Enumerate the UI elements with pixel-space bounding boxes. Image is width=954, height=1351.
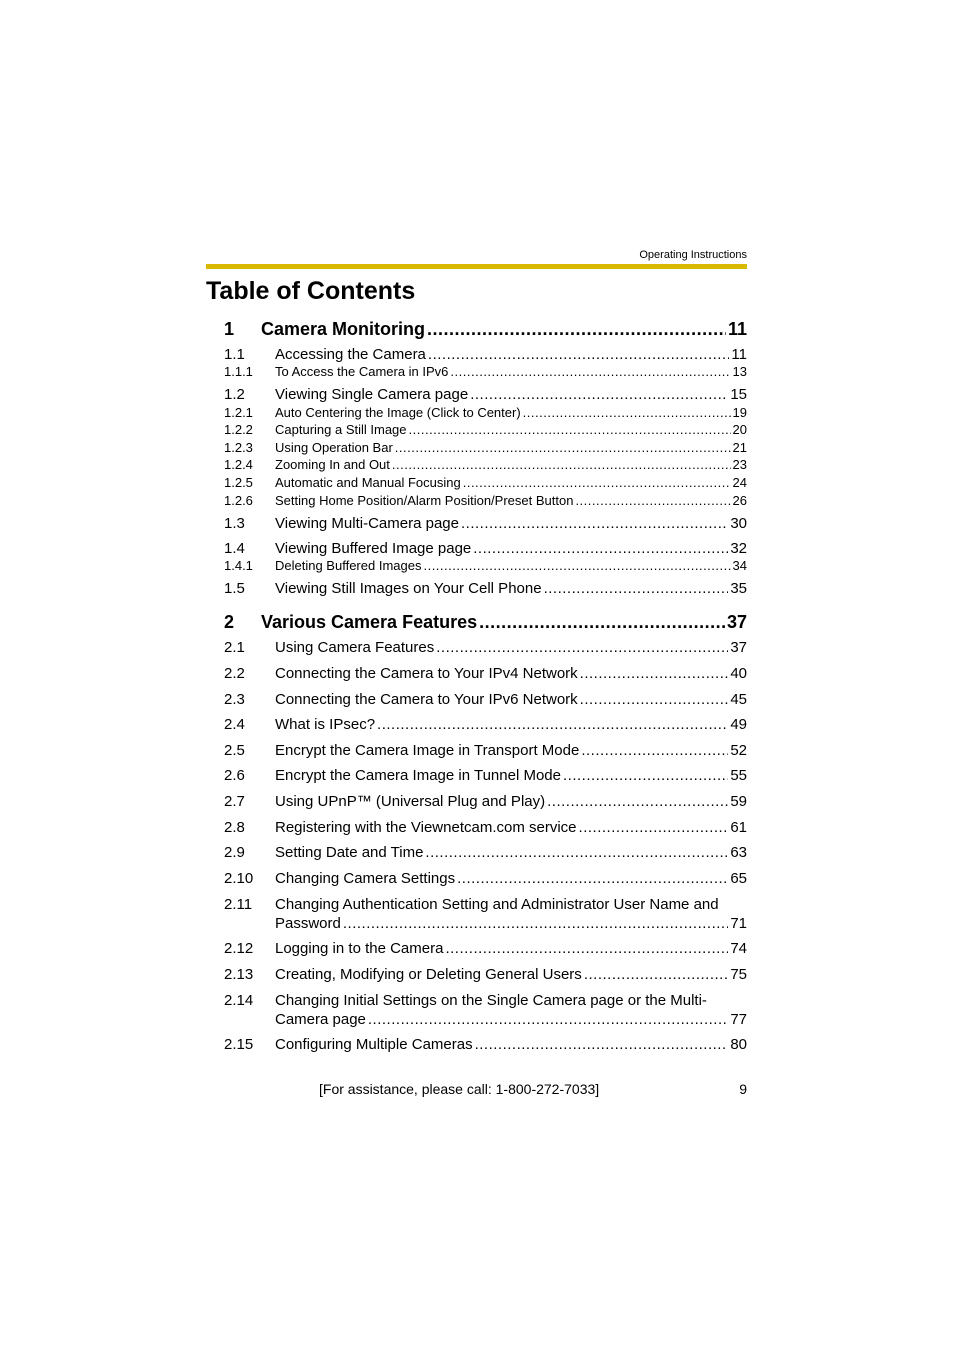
toc-entry-page: 13	[732, 364, 747, 379]
page-title: Table of Contents	[206, 277, 416, 305]
dot-leader	[395, 440, 731, 456]
toc-entry-page: 21	[732, 440, 747, 455]
toc-entry[interactable]	[224, 965, 747, 984]
page-number: 9	[739, 1081, 747, 1097]
dot-leader	[377, 715, 728, 734]
toc-entry-page: 59	[730, 793, 747, 810]
toc-entry-number: 1	[224, 319, 235, 339]
toc-entry-title: Encrypt the Camera Image in Transport Mode	[275, 742, 580, 759]
dot-leader	[475, 1035, 729, 1054]
toc-entry-title: Viewing Buffered Image page	[275, 540, 472, 557]
toc-entry-number: 1.1	[224, 346, 245, 363]
dot-leader	[544, 579, 729, 598]
toc-entry-title: Viewing Still Images on Your Cell Phone	[275, 580, 542, 597]
dot-leader	[581, 741, 728, 760]
dot-leader	[523, 405, 731, 421]
toc-entry-page: 40	[730, 665, 747, 682]
dot-leader	[470, 385, 728, 404]
toc-entry-number: 2.12	[224, 940, 254, 957]
toc-entry-page: 19	[732, 405, 747, 420]
toc-entry-title: Various Camera Features	[261, 612, 478, 632]
toc-entry-number: 1.2.1	[224, 405, 253, 420]
toc-entry[interactable]	[224, 440, 747, 456]
toc-entry[interactable]	[224, 475, 747, 491]
dot-leader	[579, 818, 729, 837]
toc-entry-number: 1.1.1	[224, 364, 253, 379]
toc-entry-number: 2.2	[224, 665, 245, 682]
toc-entry-page: 37	[730, 639, 747, 656]
toc-entry-title-continued: Camera page	[275, 1011, 366, 1028]
dot-leader	[427, 318, 726, 340]
toc-entry[interactable]	[224, 1035, 747, 1054]
toc-entry[interactable]	[224, 792, 747, 811]
toc-entry-page: 75	[730, 966, 747, 983]
toc-entry-title: Zooming In and Out	[275, 457, 390, 472]
dot-leader	[473, 539, 728, 558]
toc-entry-number: 1.2.3	[224, 440, 253, 455]
toc-entry[interactable]	[224, 579, 747, 598]
toc-entry-title: Creating, Modifying or Deleting General Users	[275, 966, 582, 983]
dot-leader	[428, 345, 730, 364]
toc-entry[interactable]	[224, 741, 747, 760]
toc-entry-page: 23	[732, 457, 747, 472]
toc-entry-title: Automatic and Manual Focusing	[275, 475, 461, 490]
toc-entry-page: 32	[730, 540, 747, 557]
toc-entry-page: 61	[730, 819, 747, 836]
toc-entry-title: Using UPnP™ (Universal Plug and Play)	[275, 793, 546, 810]
toc-entry-number: 2.7	[224, 793, 245, 810]
toc-entry-number: 2.3	[224, 691, 245, 708]
dot-leader	[584, 965, 729, 984]
assistance-footer: [For assistance, please call: 1-800-272-7033]	[319, 1081, 600, 1097]
toc-entry-page: 45	[730, 691, 747, 708]
toc-entry-number: 2.13	[224, 966, 254, 983]
toc-entry[interactable]	[224, 991, 747, 1029]
toc-entry-page: 34	[732, 558, 747, 573]
toc-entry-number: 1.5	[224, 580, 245, 597]
toc-entry-page: 35	[730, 580, 747, 597]
toc-entry-number: 1.3	[224, 515, 245, 532]
dot-leader	[409, 422, 731, 438]
dot-leader	[461, 514, 728, 533]
toc-entry-page: 26	[732, 493, 747, 508]
dot-leader	[425, 843, 728, 862]
dot-leader	[392, 457, 731, 473]
toc-entry[interactable]	[224, 766, 747, 785]
toc-entry-number: 2.6	[224, 767, 245, 784]
toc-entry-number: 1.4	[224, 540, 245, 557]
toc-entry[interactable]	[224, 385, 747, 404]
toc-entry[interactable]	[224, 690, 747, 709]
toc-entry-number: 1.2.2	[224, 422, 253, 437]
toc-entry[interactable]	[224, 514, 747, 533]
toc-entry-title: Encrypt the Camera Image in Tunnel Mode	[275, 767, 561, 784]
toc-entry-number: 2	[224, 612, 235, 632]
toc-entry-title: Configuring Multiple Cameras	[275, 1036, 473, 1053]
toc-entry-title: Using Operation Bar	[275, 440, 393, 455]
toc-entry-number: 2.5	[224, 742, 245, 759]
toc-entry-page: 15	[730, 386, 747, 403]
toc-entry[interactable]	[224, 715, 747, 734]
toc-entry-page: 52	[730, 742, 747, 759]
dot-leader	[445, 939, 728, 958]
dot-leader	[479, 611, 725, 633]
dot-leader	[368, 1010, 728, 1029]
toc-entry[interactable]	[224, 364, 747, 380]
toc-entry-number: 2.8	[224, 819, 245, 836]
toc-entry[interactable]	[224, 611, 747, 633]
toc-entry-page: 63	[730, 844, 747, 861]
toc-entry[interactable]	[224, 558, 747, 574]
toc-entry-number: 1.2.6	[224, 493, 253, 508]
dot-leader	[436, 638, 728, 657]
toc-entry-page: 49	[730, 716, 747, 733]
toc-entry-title-continued: Password	[275, 915, 341, 932]
toc-entry-number: 2.11	[224, 896, 253, 913]
toc-entry[interactable]	[224, 664, 747, 683]
toc-entry-page: 30	[730, 515, 747, 532]
toc-entry[interactable]	[224, 818, 747, 837]
toc-entry-number: 1.2.5	[224, 475, 253, 490]
toc-entry-page: 77	[730, 1011, 747, 1028]
toc-entry-title: Connecting the Camera to Your IPv4 Network	[275, 665, 578, 682]
toc-entry-page: 37	[726, 612, 747, 632]
toc-entry-title: To Access the Camera in IPv6	[275, 364, 449, 379]
toc-entry-title: Auto Centering the Image (Click to Center)	[275, 405, 521, 420]
toc-entry[interactable]	[224, 843, 747, 862]
toc-entry-page: 55	[730, 767, 747, 784]
dot-leader	[343, 914, 728, 933]
toc-entry[interactable]	[224, 405, 747, 421]
toc-entry[interactable]	[224, 493, 747, 509]
toc-entry-title: Capturing a Still Image	[275, 422, 407, 437]
toc-entry-number: 2.4	[224, 716, 245, 733]
toc-entry-title: Camera Monitoring	[261, 319, 426, 339]
dot-leader	[580, 664, 729, 683]
toc-entry[interactable]	[224, 345, 747, 364]
toc-entry-title: Logging in to the Camera	[275, 940, 444, 957]
toc-entry-title: Setting Home Position/Alarm Position/Preset Button	[275, 493, 574, 508]
toc-entry-title: Changing Initial Settings on the Single Camera page or the Multi-	[275, 992, 707, 1009]
toc-entry-title: Changing Authentication Setting and Administrator User Name and	[275, 896, 719, 913]
toc-entry[interactable]	[224, 939, 747, 958]
toc-entry[interactable]	[224, 457, 747, 473]
toc-entry-title: Viewing Multi-Camera page	[275, 515, 459, 532]
toc-entry-page: 20	[732, 422, 747, 437]
toc-entry-title: Registering with the Viewnetcam.com service	[275, 819, 577, 836]
toc-entry-page: 80	[730, 1036, 747, 1053]
toc-entry-number: 2.1	[224, 639, 245, 656]
dot-leader	[457, 869, 728, 888]
toc-entry-title: Connecting the Camera to Your IPv6 Network	[275, 691, 578, 708]
toc-entry-page: 11	[731, 346, 747, 363]
toc-entry-number: 2.9	[224, 844, 245, 861]
dot-leader	[547, 792, 728, 811]
toc-entry[interactable]	[224, 869, 747, 888]
toc-entry-page: 24	[732, 475, 747, 490]
toc-entry-page: 74	[730, 940, 747, 957]
toc-entry-page: 71	[730, 915, 747, 932]
toc-entry-page: 65	[730, 870, 747, 887]
dot-leader	[463, 475, 731, 491]
toc-entry-title: What is IPsec?	[275, 716, 376, 733]
dot-leader	[423, 558, 730, 574]
toc-entry-title: Viewing Single Camera page	[275, 386, 469, 403]
toc-entry-number: 1.4.1	[224, 558, 253, 573]
toc-entry-number: 1.2	[224, 386, 245, 403]
dot-leader	[580, 690, 729, 709]
toc-entry[interactable]	[224, 539, 747, 558]
toc-entry-number: 2.14	[224, 992, 254, 1009]
toc-entry[interactable]	[224, 422, 747, 438]
toc-entry-number: 2.10	[224, 870, 254, 887]
toc-entry[interactable]	[224, 318, 747, 340]
dot-leader	[450, 364, 730, 380]
toc-entry-page: 11	[727, 319, 747, 339]
toc-entry-number: 2.15	[224, 1036, 254, 1053]
toc-entry-title: Accessing the Camera	[275, 346, 426, 363]
toc-entry[interactable]	[224, 638, 747, 657]
toc-entry-title: Deleting Buffered Images	[275, 558, 422, 573]
toc-entry-title: Changing Camera Settings	[275, 870, 456, 887]
toc-entry[interactable]	[224, 895, 747, 933]
toc-entry-number: 1.2.4	[224, 457, 253, 472]
dot-leader	[563, 766, 728, 785]
document-header-label: Operating Instructions	[639, 249, 747, 261]
dot-leader	[575, 493, 730, 509]
toc-entry-title: Setting Date and Time	[275, 844, 424, 861]
toc-entry-title: Using Camera Features	[275, 639, 435, 656]
